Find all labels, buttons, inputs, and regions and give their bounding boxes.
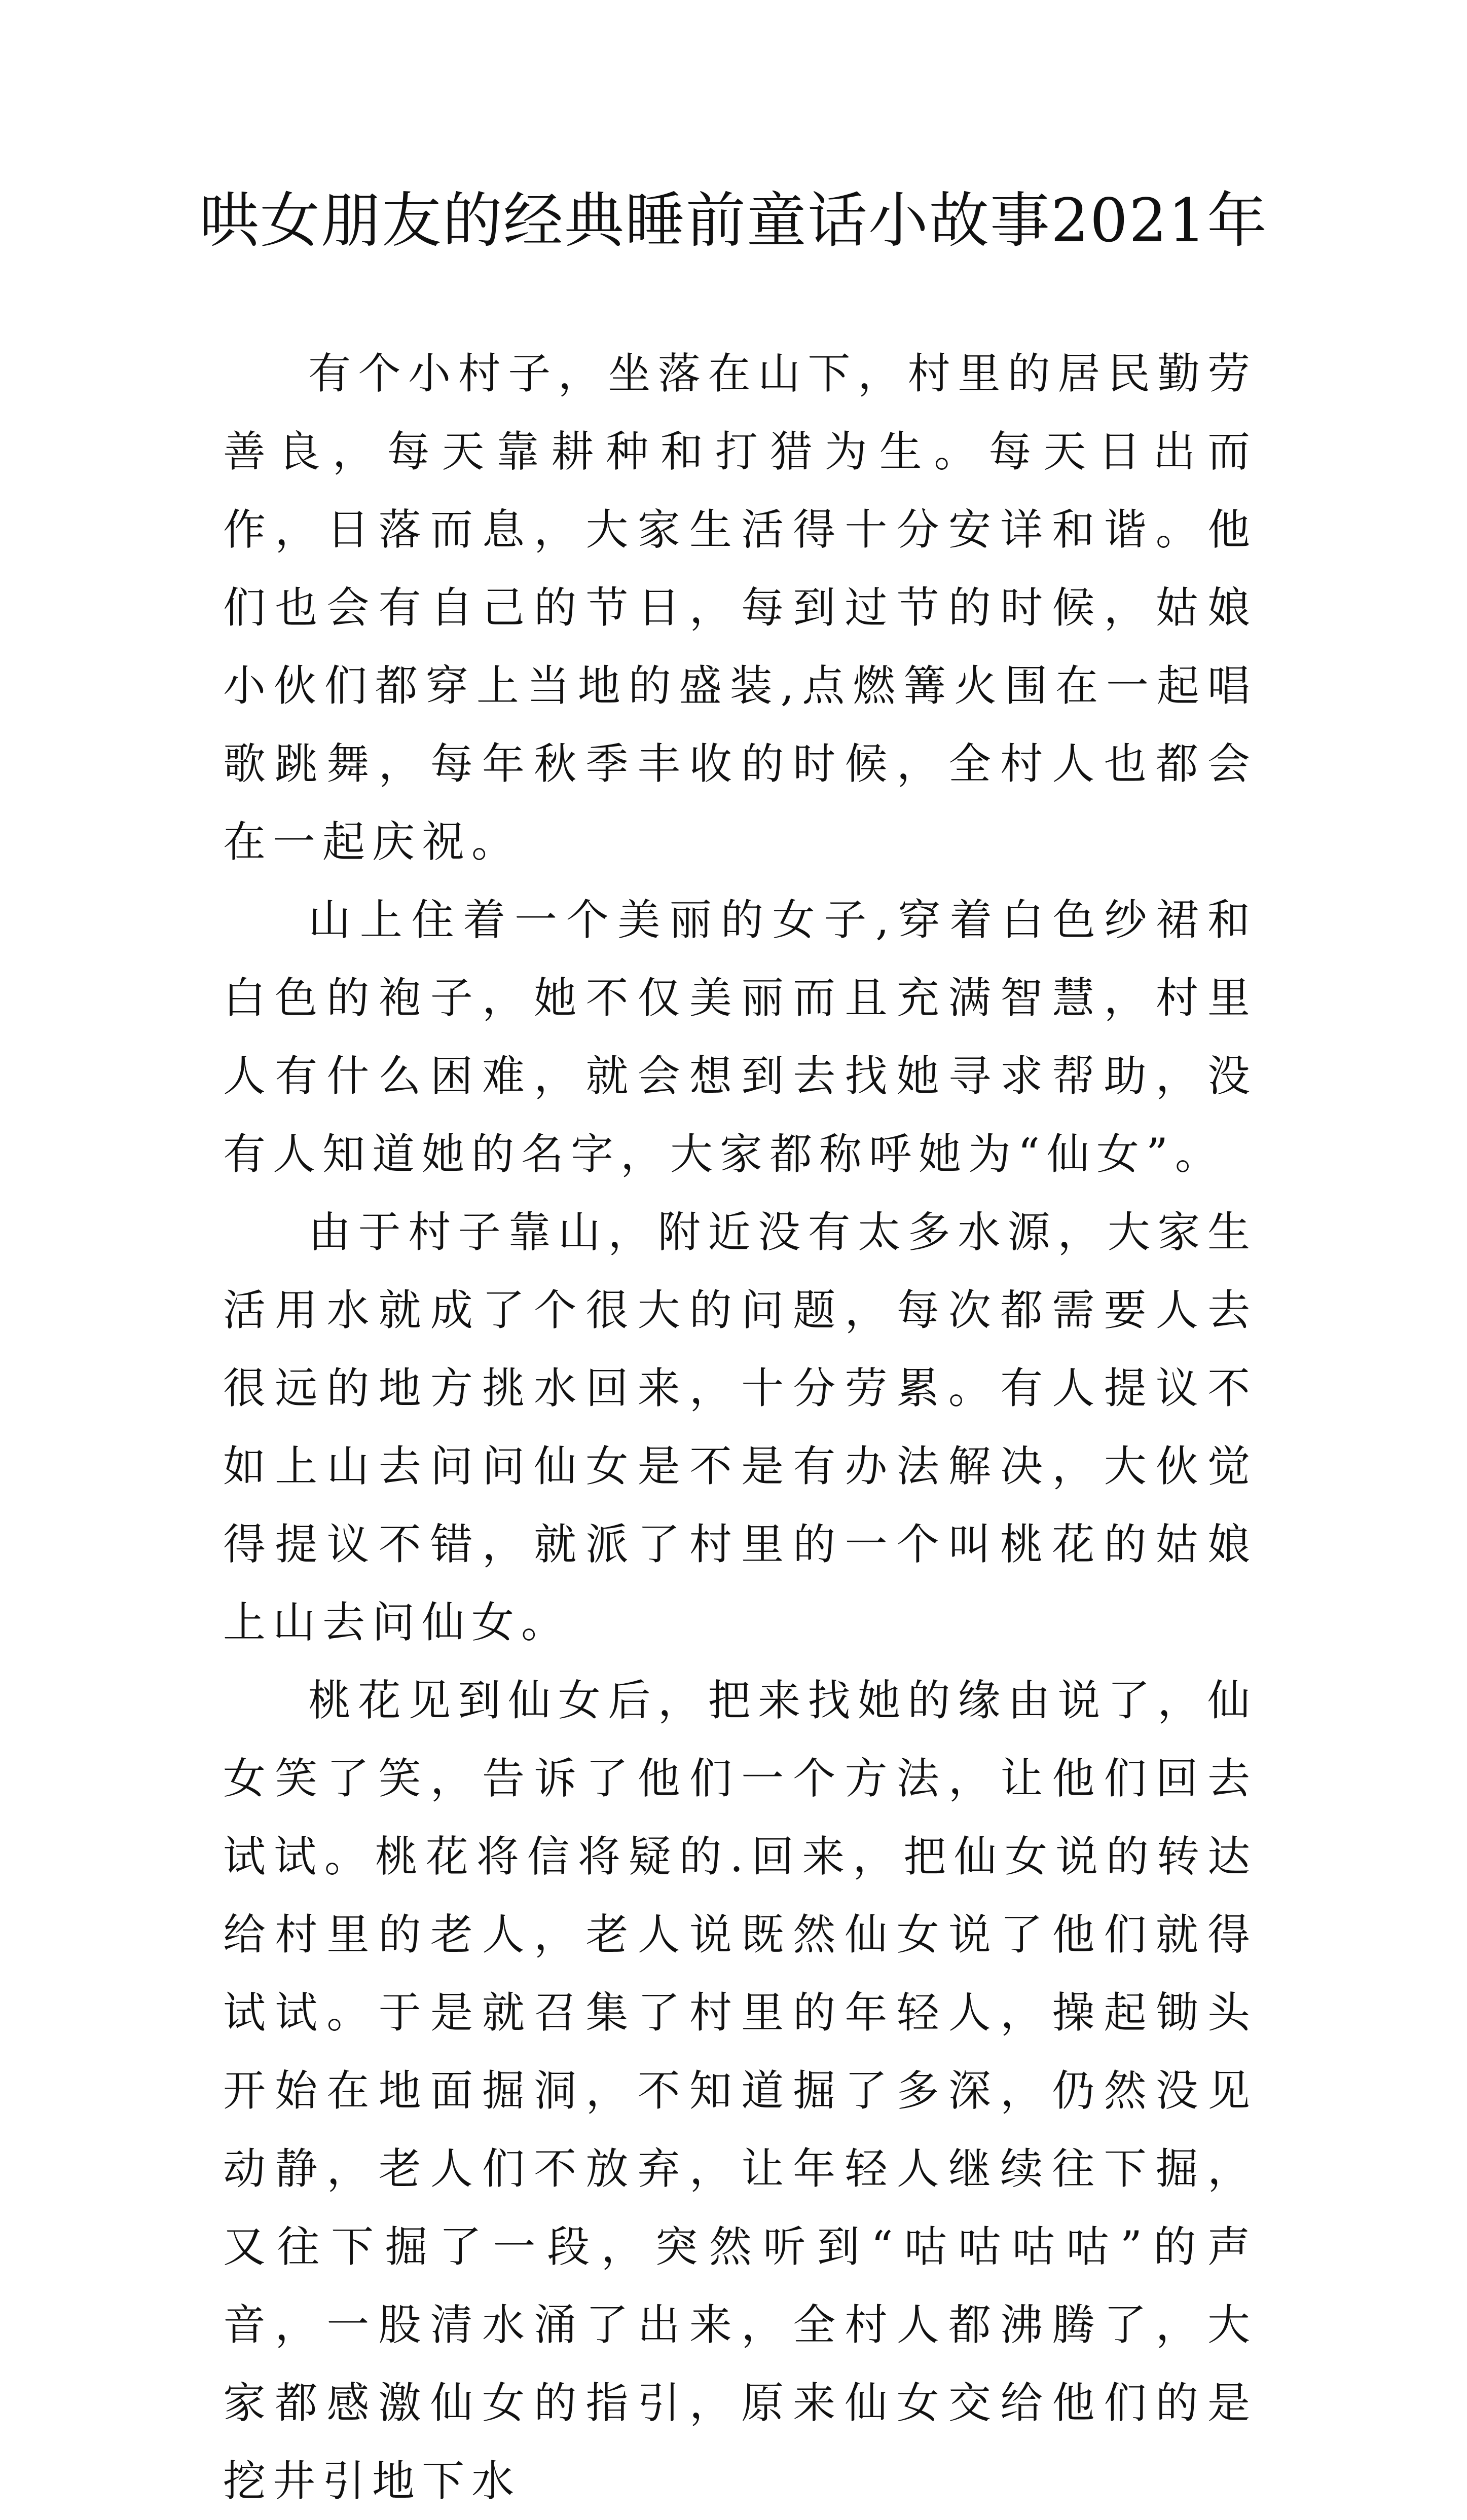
paragraph: 有个小村子，坐落在山下，村里的居民勤劳善良，每天靠耕种和打猎为生。每天日出而作，日落而息，大家生活得十分安详和谐。他们也会有自己的节日，每到过节的时候，姑娘小伙们都穿上当地的盛装,点燃篝火围在一起唱歌跳舞，每年秋季丰收的时候，全村人也都会在一起庆祝。 [223, 349, 1257, 867]
paragraph: 山上住着一个美丽的女子,穿着白色纱裙和白色的袍子，她不仅美丽而且充满智慧，村里人有什么困难，就会想到去找她寻求帮助，没有人知道她的名字，大家都称呼她为“仙女”。 [223, 895, 1257, 1179]
document-body [223, 335, 1257, 2520]
paragraph: 桃花见到仙女后，把来找她的缘由说了，仙女笑了笑，告诉了他们一个方法，让他们回去试试。桃花将信将疑的.回来，把仙女说的转达给村里的老人，老人说既然仙女说了他们就得试试。于是就召集了村里的年轻人，操起锄头开始在地面掘洞，不知道掘了多深，仍然没见动静，老人们不放弃，让年轻人继续往下掘，又往下掘了一段，突然听到“咕咕咕咕”的声音，一股清水涌了出来，全村人都沸腾了，大家都感激仙女的指引，原来仙女交给他们的是挖井引地下水 [223, 1676, 1257, 2506]
paragraph: 由于村子靠山，附近没有太多水源，大家生活用水就成了个很大的问题，每次都需要人去很远的地方挑水回来，十分劳累。有人提议不如上山去问问仙女是不是有办法解决，大伙觉得提议不错，就派了村里的一个叫桃花的姑娘上山去问仙女。 [223, 1207, 1257, 1647]
document-title: 哄女朋友的经典睡前童话小故事2021年 [199, 186, 1268, 255]
